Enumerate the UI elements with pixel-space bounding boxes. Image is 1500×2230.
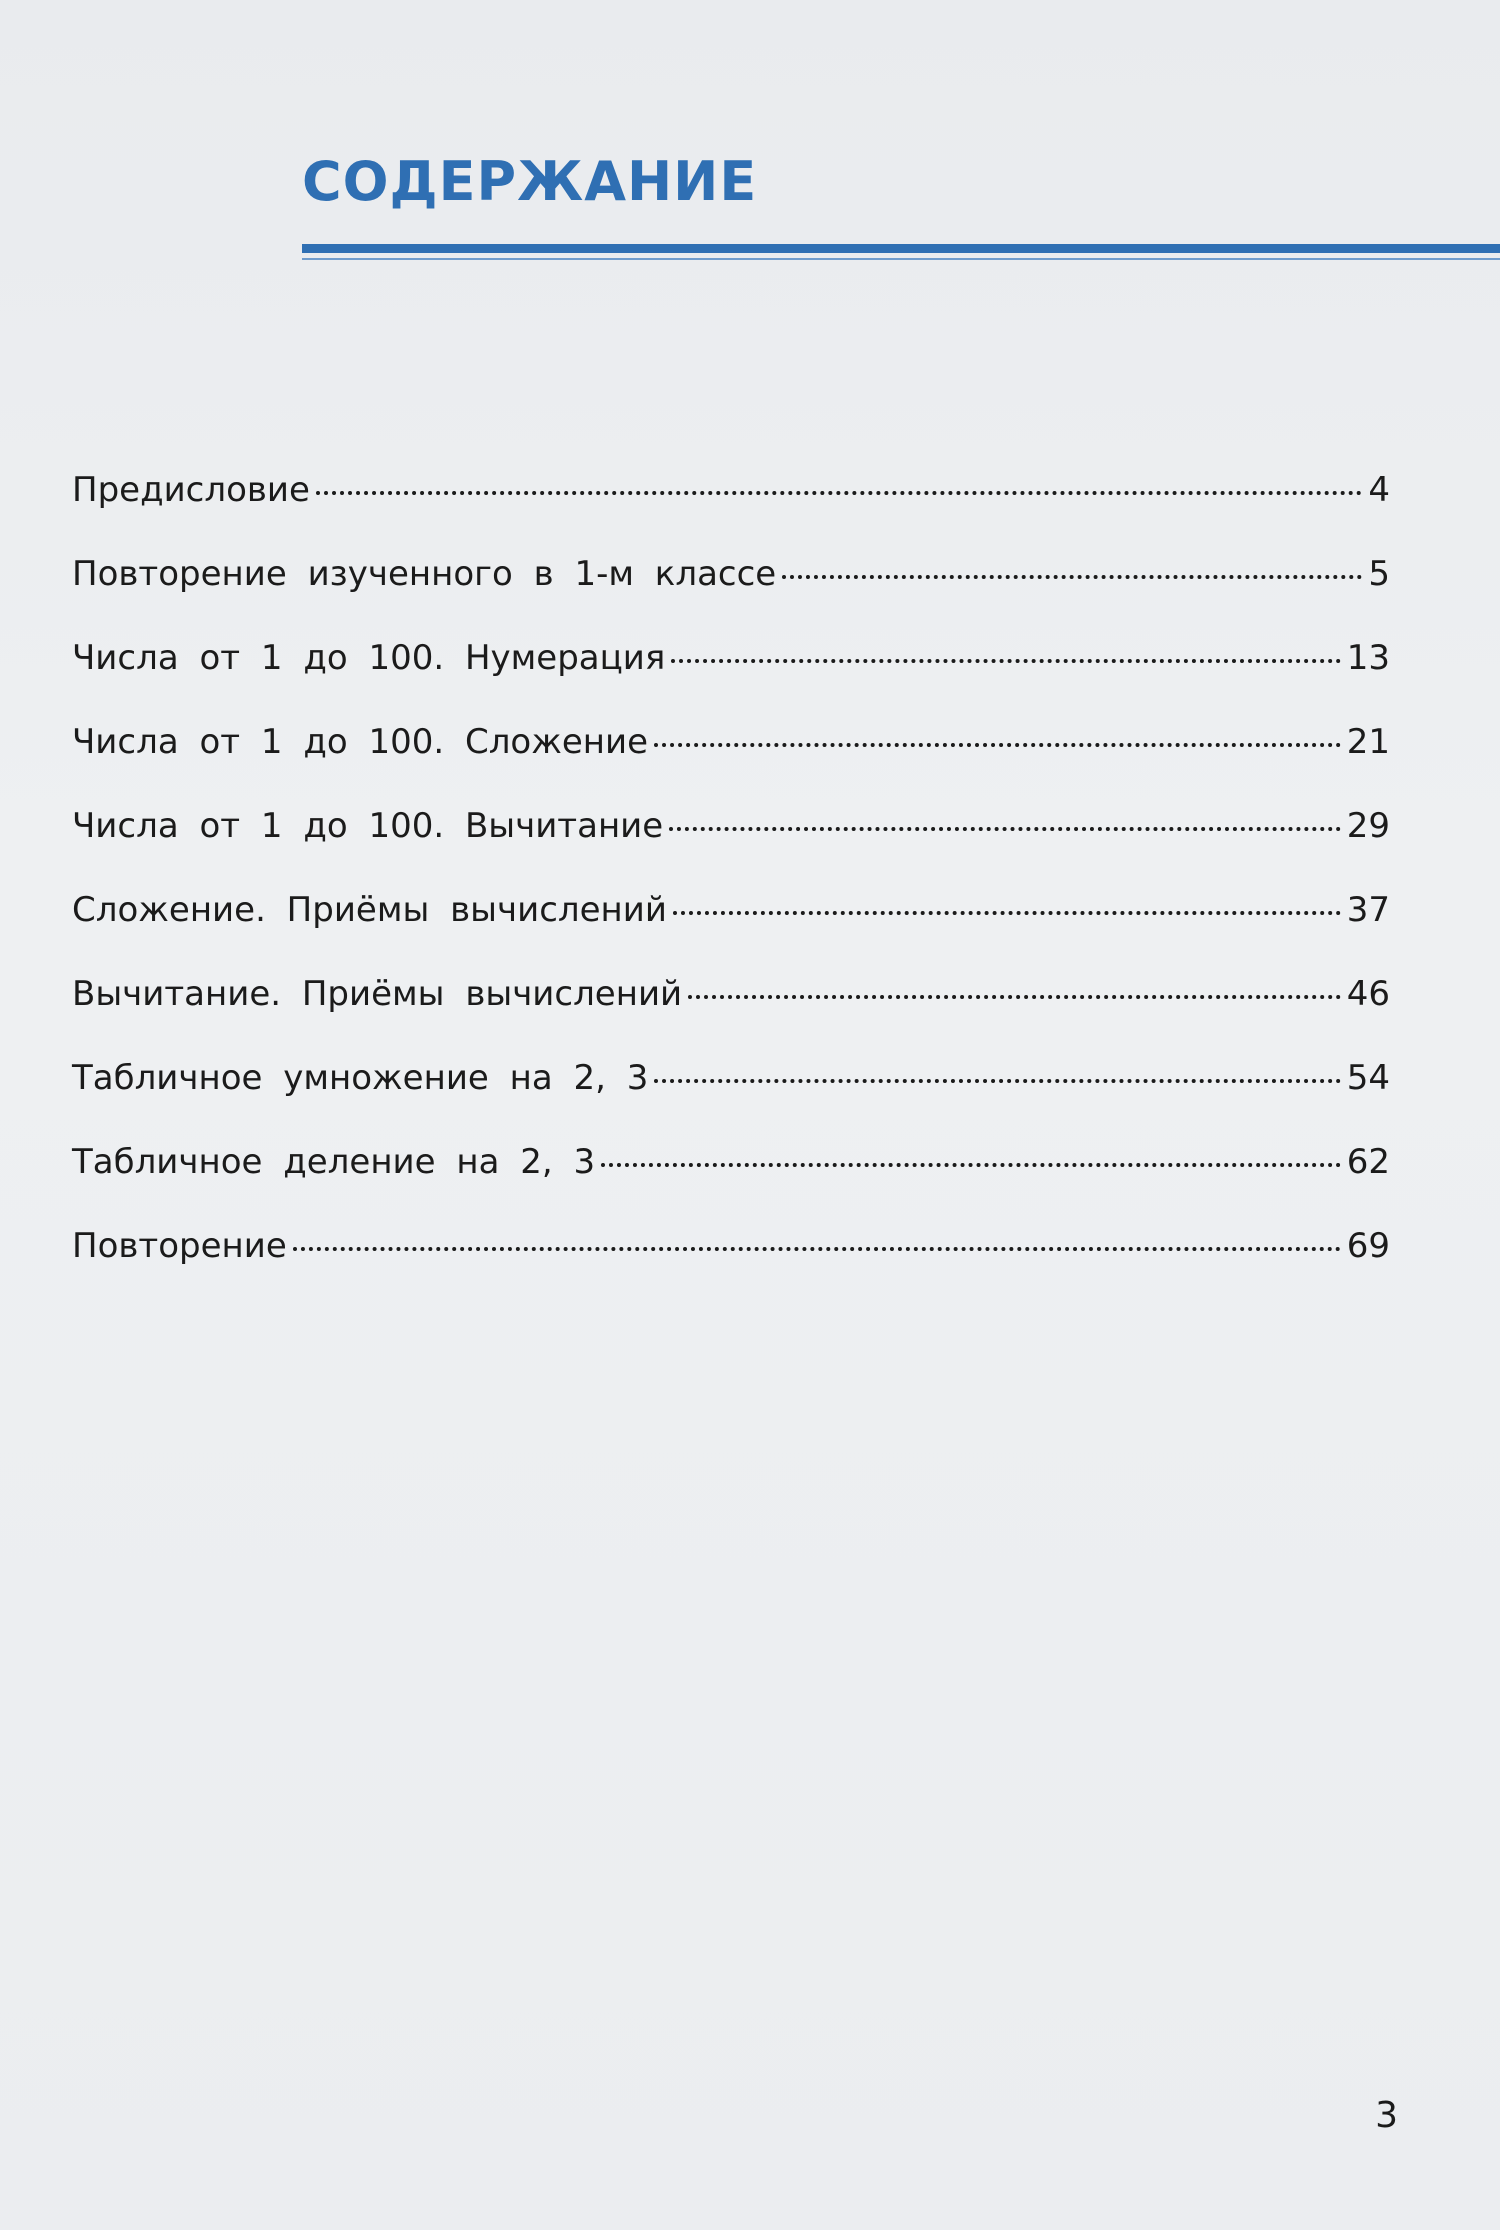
toc-entry-label: Табличное умножение на 2, 3 (72, 1058, 649, 1098)
toc-entry-page: 46 (1346, 974, 1390, 1014)
title-underline-thin (302, 258, 1500, 260)
toc-entry-preface (72, 470, 1390, 554)
toc-entry-review (72, 1226, 1390, 1310)
toc-dot-leader (654, 1079, 1340, 1083)
toc-dot-leader (673, 911, 1341, 915)
toc-entry-label: Предисловие (72, 470, 310, 510)
toc-entry-label: Вычитание. Приёмы вычислений (72, 974, 683, 1014)
toc-entry-page: 37 (1346, 890, 1390, 930)
toc-entry-page: 54 (1346, 1058, 1390, 1098)
toc-dot-leader (669, 827, 1341, 831)
page-number: 3 (1375, 2095, 1398, 2136)
table-of-contents (72, 470, 1390, 1310)
title-underline (302, 244, 1500, 253)
toc-entry-page: 4 (1368, 470, 1390, 510)
toc-entry-page: 29 (1346, 806, 1390, 846)
toc-dot-leader (654, 743, 1341, 747)
toc-entry-division (72, 1142, 1390, 1226)
toc-entry-label: Сложение. Приёмы вычислений (72, 890, 667, 930)
toc-entry-page: 5 (1368, 554, 1390, 594)
toc-entry-page: 69 (1346, 1226, 1390, 1266)
toc-entry-page: 21 (1346, 722, 1390, 762)
toc-entry-page: 13 (1346, 638, 1390, 678)
toc-entry-label: Табличное деление на 2, 3 (72, 1142, 596, 1182)
toc-entry-label: Числа от 1 до 100. Вычитание (72, 806, 664, 846)
page-title: СОДЕРЖАНИЕ (302, 150, 758, 213)
toc-dot-leader (293, 1247, 1341, 1251)
toc-entry-multiplication (72, 1058, 1390, 1142)
toc-entry-addition-methods (72, 890, 1390, 974)
toc-entry-label: Повторение изученного в 1-м классе (72, 554, 777, 594)
toc-entry-subtraction-methods (72, 974, 1390, 1058)
toc-entry-addition (72, 722, 1390, 806)
toc-dot-leader (316, 491, 1362, 495)
toc-dot-leader (782, 575, 1362, 579)
toc-entry-subtraction (72, 806, 1390, 890)
toc-entry-label: Повторение (72, 1226, 287, 1266)
toc-entry-page: 62 (1346, 1142, 1390, 1182)
toc-dot-leader (601, 1163, 1341, 1167)
toc-entry-label: Числа от 1 до 100. Нумерация (72, 638, 666, 678)
toc-entry-review-grade1 (72, 554, 1390, 638)
toc-dot-leader (671, 659, 1340, 663)
toc-entry-label: Числа от 1 до 100. Сложение (72, 722, 649, 762)
toc-dot-leader (688, 995, 1341, 999)
toc-entry-numeration (72, 638, 1390, 722)
